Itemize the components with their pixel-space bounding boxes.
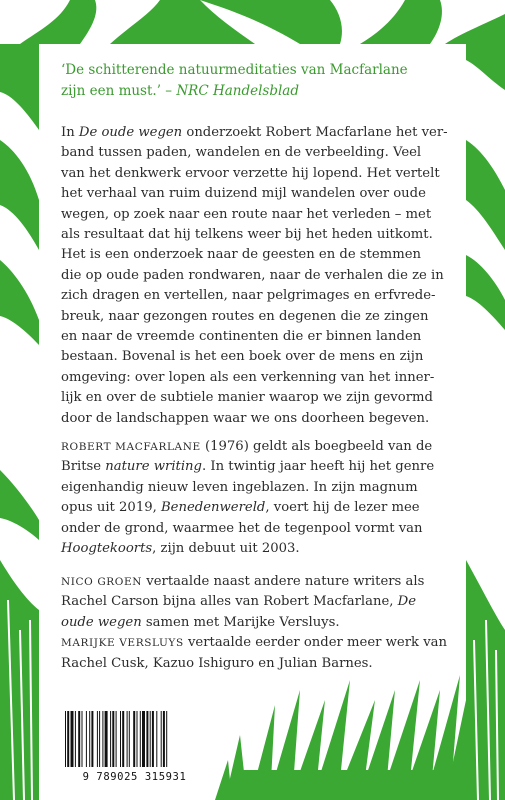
text-line [61,123,459,143]
text-line: onder de grond, waarmee het de tegenpool vormt van [61,520,423,536]
barcode-bar [102,711,103,767]
text-line: wegen, op zoek naar een route naar het verleden – met [61,206,432,222]
book-title: oude wegen [61,614,142,630]
translator-name: NICO GROEN [61,576,143,588]
text-line [61,633,459,653]
text-span: , zijn debuut uit 2003. [152,541,300,557]
text-line [61,539,459,559]
book-title: De [397,594,417,610]
barcode-bar [137,711,138,767]
barcode-bar [91,711,93,767]
text-line: van het denkwerk ervoor verzette hij lopend. Het vertelt [61,165,440,181]
description-paragraph [61,123,459,429]
barcode-bar [163,711,165,767]
barcode-bar [127,711,128,767]
barcode-bar [122,711,124,767]
text-line [61,498,459,518]
italic-term: nature writing [105,459,202,475]
barcode-bar [146,711,148,767]
text-line: eigenhandig nieuw leven ingeblazen. In zijn magnum [61,479,418,495]
text-line: zich dragen en vertellen, naar pelgrimages en erfvrede- [61,288,436,304]
text-line: band tussen paden, wandelen en de verbeelding. Veel [61,145,422,161]
barcode-bar [133,711,135,767]
barcode-bar [116,711,117,767]
barcode-bar [82,711,83,767]
quote-text: zijn een must.’ – [61,82,177,99]
text-span: . In twintig jaar heeft hij het genre [202,459,435,475]
barcode-bar [166,711,167,767]
text-line [61,437,459,457]
author-name: ROBERT MACFARLANE [61,441,201,453]
quote-line-1: ‘De schitterende natuurmeditaties van Macfarlane [61,62,408,78]
barcode-bar [105,711,108,767]
quote-line-2 [61,81,461,102]
text-span: , voert hij de lezer mee [265,500,420,516]
barcode-bar [86,711,87,767]
barcode-bar [152,711,154,767]
text-line: het verhaal van ruim duizend mijl wandelen over oude [61,186,426,202]
barcode-bar [110,711,111,767]
barcode-bar [75,711,76,767]
translator-name: MARIJKE VERSLUYS [61,637,184,650]
barcode-bar [99,711,100,767]
text-span: vertaalde eerder onder meer werk van [183,635,448,651]
text-span: (1976) geldt als boegbeeld van de [200,439,433,454]
text-line: omgeving: over lopen als een verkenning van het inner- [61,369,435,385]
text-line [61,592,459,612]
barcode-bar [89,711,90,767]
barcode-bar [142,711,145,767]
text-span: In [61,125,79,140]
text-line: door de landschappen waar we ons doorheen begeven. [61,410,430,426]
barcode-bar [129,711,130,767]
quote-source: NRC Handelsblad [176,82,299,99]
text-line: Het is een onderzoek naar de geesten en de stemmen [61,247,421,263]
text-line: en naar de vreemde continenten die er binnen landen [61,329,422,345]
text-span: vertaalde naast andere nature writers als [142,574,425,589]
barcode-bar [156,711,157,767]
translator-paragraph [61,572,459,674]
barcode-bar [65,711,66,767]
barcode-bar [78,711,80,767]
text-span: Britse [61,459,106,475]
text-line: lijk en over de subtiele manier waarop we zijn gevormd [61,390,433,406]
book-title: Hoogtekoorts [61,541,153,557]
text-span: onderzoekt Robert Macfarlane het ver- [182,125,448,140]
text-line: die op oude paden rondwaren, naar de verhalen die ze in [61,267,444,283]
text-span: opus uit 2019, [61,500,161,516]
book-title: Benedenwereld [160,500,266,516]
text-line: breuk, naar gezongen routes en degenen die ze zingen [61,308,429,324]
text-line [61,613,459,633]
barcode-bar [71,711,74,767]
review-quote [61,60,461,101]
barcode-bar [112,711,114,767]
text-line [61,457,459,477]
barcode-bar [161,711,162,767]
text-span: Rachel Carson bijna alles van Robert Macfarlane, [61,594,398,610]
barcode-bar [140,711,141,767]
barcode-bar [97,711,98,767]
isbn-digits: 9 789025 315931 [82,771,187,783]
barcode-bar [120,711,121,767]
text-span: samen met Marijke Versluys. [141,614,340,630]
author-bio-paragraph [61,437,459,559]
text-line: Rachel Cusk, Kazuo Ishiguro en Julian Barnes. [61,655,373,671]
text-line [61,572,459,592]
barcode-bar [150,711,151,767]
barcode-bars [63,709,206,769]
barcode-bar [67,711,69,767]
book-title: De oude wegen [78,125,183,140]
text-line: als resultaat dat hij telkens weer bij het heden uitkomt. [61,227,433,243]
text-line: bestaan. Bovenal is het een boek over de mens en zijn [61,349,424,365]
